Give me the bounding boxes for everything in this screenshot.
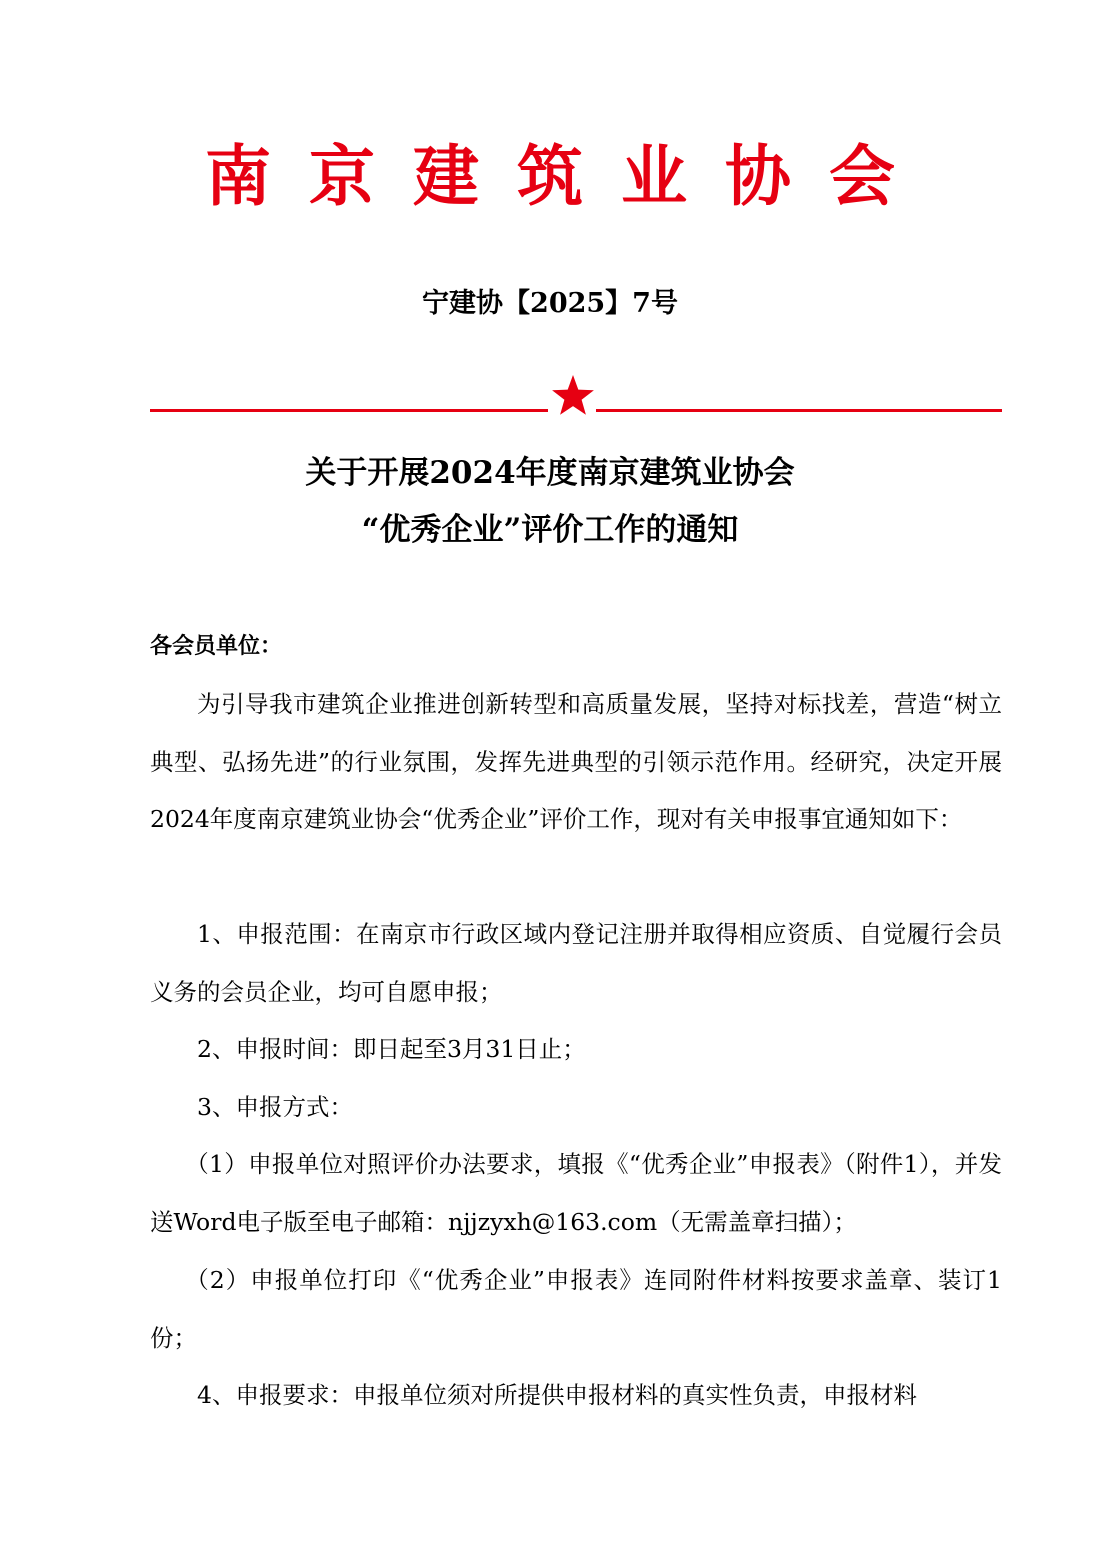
paragraph-text: （2）申报单位打印《“优秀企业”申报表》连同附件材料按要求盖章、装订1份； — [150, 1266, 1002, 1352]
body-paragraph-method-2 — [150, 1252, 1002, 1367]
body-paragraph-scope — [150, 906, 1002, 1021]
body-paragraph-method — [150, 1079, 1002, 1137]
body-paragraph-requirements — [150, 1367, 1002, 1425]
paragraph-text: 1、申报范围：在南京市行政区域内登记注册并取得相应资质、自觉履行会员义务的会员企业，均可自愿申报； — [150, 920, 1002, 1006]
divider-line-left — [150, 409, 548, 412]
star-icon — [550, 372, 596, 418]
header-divider — [150, 372, 1002, 422]
paragraph-text: 4、申报要求：申报单位须对所提供申报材料的真实性负责，申报材料 — [197, 1381, 917, 1409]
organization-header: 南京建筑业协会 — [205, 138, 933, 215]
notice-title-line-2: “优秀企业”评价工作的通知 — [361, 512, 739, 548]
body-paragraph-method-1 — [150, 1136, 1002, 1251]
paragraph-text: 2、申报时间：即日起至3月31日止； — [197, 1035, 586, 1063]
notice-title-line-1: 关于开展2024年度南京建筑业协会 — [305, 455, 795, 491]
paragraph-text: 为引导我市建筑企业推进创新转型和高质量发展，坚持对标找差，营造“树立典型、弘扬先进”的行业氛围，发挥先进典型的引领示范作用。经研究，决定开展2024年度南京建筑业协会“优秀企业”评价工作，现对有关申报事宜通知如下： — [150, 690, 1002, 834]
body-paragraph-time — [150, 1021, 1002, 1079]
paragraph-text: （1）申报单位对照评价办法要求，填报《“优秀企业”申报表》（附件1），并发送Word电子版至电子邮箱：njjzyxh@163.com（无需盖章扫描）； — [150, 1150, 1002, 1236]
salutation: 各会员单位： — [150, 634, 283, 659]
document-number: 宁建协【2025】7号 — [422, 288, 678, 319]
divider-line-right — [596, 409, 1002, 412]
paragraph-text: 3、申报方式： — [197, 1093, 353, 1121]
body-paragraph-intro — [150, 676, 1002, 849]
